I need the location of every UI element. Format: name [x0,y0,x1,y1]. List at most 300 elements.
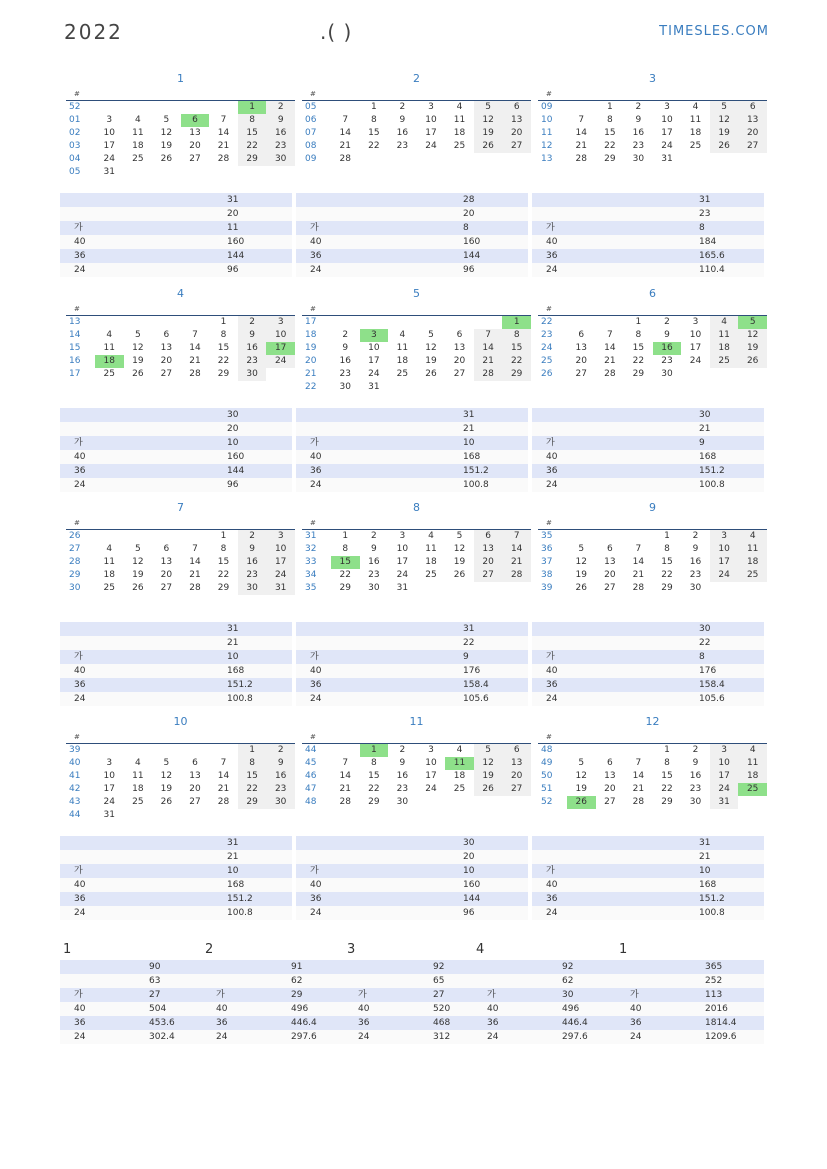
calendar-day[interactable]: 6 [738,101,767,114]
calendar-day[interactable]: 12 [132,343,144,353]
calendar-day[interactable]: 10 [103,128,115,138]
calendar-day[interactable]: 4 [428,531,434,541]
calendar-day[interactable]: 1 [238,101,267,114]
calendar-day[interactable]: 23 [266,140,295,153]
calendar-day[interactable]: 17 [103,784,115,794]
calendar-day[interactable]: 22 [661,570,673,580]
calendar-day[interactable]: 10 [266,543,295,556]
calendar-day[interactable]: 29 [339,583,351,593]
calendar-day[interactable]: 8 [238,114,267,127]
calendar-day[interactable]: 22 [238,140,267,153]
calendar-day[interactable]: 1 [502,316,531,329]
calendar-day[interactable]: 24 [425,784,437,794]
calendar-day[interactable]: 18 [738,770,767,783]
calendar-day[interactable]: 2 [399,102,406,112]
calendar-day[interactable]: 28 [474,368,503,381]
calendar-day[interactable]: 12 [474,757,503,770]
calendar-day[interactable]: 29 [368,797,380,807]
calendar-day[interactable]: 13 [604,771,616,781]
calendar-day[interactable]: 23 [266,783,295,796]
calendar-day[interactable]: 4 [134,115,141,125]
calendar-day[interactable]: 15 [632,343,645,353]
calendar-day[interactable]: 22 [632,356,645,366]
calendar-day[interactable]: 15 [368,128,380,138]
calendar-day[interactable]: 27 [160,369,173,379]
calendar-day[interactable]: 20 [575,356,587,366]
calendar-day[interactable]: 20 [604,784,616,794]
calendar-day[interactable]: 27 [189,154,201,164]
calendar-day[interactable]: 28 [632,797,645,807]
calendar-day[interactable]: 16 [266,770,295,783]
calendar-day[interactable]: 6 [606,544,613,554]
calendar-day[interactable]: 9 [266,757,295,770]
calendar-day[interactable]: 21 [339,141,351,151]
calendar-day[interactable]: 3 [399,531,406,541]
calendar-day[interactable]: 26 [425,369,437,379]
calendar-day[interactable]: 25 [132,154,144,164]
calendar-day[interactable]: 7 [635,544,642,554]
calendar-day[interactable]: 22 [217,570,230,580]
calendar-day[interactable]: 28 [502,569,531,582]
calendar-day[interactable]: 6 [163,330,170,340]
calendar-day[interactable]: 30 [368,583,380,593]
calendar-day[interactable]: 3 [710,530,739,543]
calendar-day[interactable]: 11 [425,544,437,554]
calendar-day[interactable]: 26 [567,796,596,809]
calendar-day[interactable]: 13 [160,557,173,567]
calendar-day[interactable]: 8 [635,330,642,340]
calendar-day[interactable]: 6 [181,114,210,127]
calendar-day[interactable]: 9 [399,115,406,125]
calendar-day[interactable]: 1 [664,745,670,755]
calendar-day[interactable]: 16 [396,771,409,781]
calendar-day[interactable]: 17 [710,770,739,783]
calendar-day[interactable]: 28 [632,583,645,593]
calendar-day[interactable]: 23 [238,355,267,368]
calendar-day[interactable]: 22 [604,141,616,151]
calendar-day[interactable]: 5 [163,115,170,125]
calendar-day[interactable]: 24 [661,141,673,151]
calendar-day[interactable]: 25 [710,355,739,368]
calendar-day[interactable]: 22 [661,784,673,794]
calendar-day[interactable]: 7 [474,329,503,342]
calendar-day[interactable]: 6 [502,744,531,757]
calendar-day[interactable]: 7 [220,115,227,125]
calendar-day[interactable]: 11 [132,128,144,138]
calendar-day[interactable]: 13 [738,114,767,127]
calendar-day[interactable]: 10 [396,544,409,554]
calendar-day[interactable]: 20 [502,770,531,783]
calendar-day[interactable]: 8 [502,329,531,342]
calendar-day[interactable]: 7 [342,758,349,768]
calendar-day[interactable]: 5 [163,758,170,768]
calendar-day[interactable]: 20 [604,570,616,580]
calendar-day[interactable]: 29 [661,583,673,593]
calendar-day[interactable]: 9 [370,544,377,554]
calendar-day[interactable]: 25 [103,369,115,379]
calendar-day[interactable]: 18 [396,356,409,366]
calendar-day[interactable]: 1 [664,531,670,541]
calendar-day[interactable]: 31 [103,167,115,177]
calendar-day[interactable]: 15 [331,556,360,569]
calendar-day[interactable]: 24 [368,369,380,379]
calendar-day[interactable]: 14 [217,128,230,138]
calendar-day[interactable]: 15 [238,770,267,783]
calendar-day[interactable]: 5 [578,758,585,768]
calendar-day[interactable]: 3 [360,329,389,342]
calendar-day[interactable]: 17 [689,343,702,353]
calendar-day[interactable]: 25 [453,141,466,151]
calendar-day[interactable]: 1 [635,317,642,327]
calendar-day[interactable]: 19 [575,784,587,794]
calendar-day[interactable]: 26 [132,369,144,379]
calendar-day[interactable]: 16 [238,342,267,355]
calendar-day[interactable]: 27 [502,783,531,796]
calendar-day[interactable]: 12 [575,771,587,781]
calendar-day[interactable]: 3 [106,758,113,768]
calendar-day[interactable]: 19 [160,784,173,794]
calendar-day[interactable]: 30 [396,797,409,807]
calendar-day[interactable]: 27 [502,140,531,153]
calendar-day[interactable]: 26 [575,583,587,593]
calendar-day[interactable]: 20 [189,784,201,794]
calendar-day[interactable]: 3 [710,744,739,757]
calendar-day[interactable]: 7 [606,330,613,340]
calendar-day[interactable]: 20 [502,127,531,140]
calendar-day[interactable]: 29 [661,797,673,807]
calendar-day[interactable]: 17 [425,771,437,781]
calendar-day[interactable]: 5 [474,101,503,114]
calendar-day[interactable]: 11 [103,343,115,353]
calendar-day[interactable]: 14 [502,543,531,556]
calendar-day[interactable]: 16 [238,556,267,569]
calendar-day[interactable]: 11 [738,757,767,770]
calendar-day[interactable]: 2 [370,531,377,541]
calendar-day[interactable]: 12 [738,329,767,342]
calendar-day[interactable]: 11 [396,343,409,353]
calendar-day[interactable]: 31 [396,583,409,593]
calendar-day[interactable]: 7 [578,115,585,125]
calendar-day[interactable]: 19 [132,356,144,366]
calendar-day[interactable]: 28 [189,369,201,379]
calendar-day[interactable]: 31 [266,582,295,595]
calendar-day[interactable]: 21 [632,784,645,794]
calendar-day[interactable]: 26 [474,783,503,796]
calendar-day[interactable]: 22 [368,784,380,794]
calendar-day[interactable]: 26 [160,797,173,807]
calendar-day[interactable]: 16 [632,128,645,138]
calendar-day[interactable]: 18 [95,355,124,368]
calendar-day[interactable]: 12 [710,114,739,127]
calendar-day[interactable]: 23 [396,784,409,794]
calendar-day[interactable]: 8 [370,758,377,768]
calendar-day[interactable]: 13 [189,128,201,138]
calendar-day[interactable]: 28 [217,797,230,807]
calendar-day[interactable]: 9 [399,758,406,768]
calendar-day[interactable]: 8 [342,544,349,554]
calendar-day[interactable]: 4 [106,330,113,340]
calendar-day[interactable]: 1 [238,744,267,757]
calendar-day[interactable]: 9 [635,115,642,125]
calendar-day[interactable]: 17 [266,556,295,569]
calendar-day[interactable]: 20 [160,356,173,366]
calendar-day[interactable]: 8 [238,757,267,770]
calendar-day[interactable]: 21 [604,356,616,366]
calendar-day[interactable]: 26 [474,140,503,153]
calendar-day[interactable]: 26 [710,140,739,153]
calendar-day[interactable]: 19 [738,342,767,355]
calendar-day[interactable]: 3 [106,115,113,125]
calendar-day[interactable]: 22 [368,141,380,151]
calendar-day[interactable]: 20 [189,141,201,151]
calendar-day[interactable]: 10 [710,757,739,770]
calendar-day[interactable]: 17 [103,141,115,151]
calendar-day[interactable]: 27 [604,797,616,807]
calendar-day[interactable]: 5 [134,330,141,340]
calendar-day[interactable]: 30 [689,583,702,593]
calendar-day[interactable]: 22 [238,783,267,796]
calendar-day[interactable]: 30 [266,796,295,809]
calendar-day[interactable]: 29 [217,369,230,379]
calendar-day[interactable]: 22 [217,356,230,366]
calendar-day[interactable]: 13 [604,557,616,567]
calendar-day[interactable]: 28 [339,154,351,164]
calendar-day[interactable]: 1 [370,102,377,112]
calendar-day[interactable]: 15 [238,127,267,140]
calendar-day[interactable]: 5 [474,744,503,757]
calendar-day[interactable]: 24 [266,355,295,368]
calendar-day[interactable]: 7 [220,758,227,768]
calendar-day[interactable]: 25 [132,797,144,807]
calendar-day[interactable]: 10 [689,330,702,340]
calendar-day[interactable]: 5 [456,531,463,541]
calendar-day[interactable]: 9 [342,343,349,353]
calendar-day[interactable]: 9 [692,544,699,554]
calendar-day[interactable]: 18 [453,128,466,138]
calendar-day[interactable]: 18 [710,342,739,355]
calendar-day[interactable]: 21 [632,570,645,580]
calendar-day[interactable]: 23 [689,570,702,580]
calendar-day[interactable]: 5 [738,316,767,329]
calendar-day[interactable]: 14 [632,557,645,567]
calendar-day[interactable]: 8 [664,758,670,768]
calendar-day[interactable]: 16 [653,342,682,355]
calendar-day[interactable]: 12 [132,557,144,567]
calendar-day[interactable]: 18 [103,570,115,580]
calendar-day[interactable]: 8 [220,544,227,554]
calendar-day[interactable]: 3 [428,745,434,755]
calendar-day[interactable]: 6 [474,530,503,543]
calendar-day[interactable]: 25 [425,570,437,580]
calendar-day[interactable]: 28 [575,154,587,164]
calendar-day[interactable]: 13 [474,543,503,556]
calendar-day[interactable]: 18 [453,771,466,781]
calendar-day[interactable]: 24 [689,356,702,366]
calendar-day[interactable]: 17 [368,356,380,366]
calendar-day[interactable]: 11 [738,543,767,556]
calendar-day[interactable]: 3 [664,102,670,112]
calendar-day[interactable]: 10 [266,329,295,342]
calendar-day[interactable]: 24 [103,797,115,807]
calendar-day[interactable]: 20 [474,556,503,569]
calendar-day[interactable]: 31 [103,810,115,820]
calendar-day[interactable]: 23 [661,356,673,366]
calendar-day[interactable]: 7 [192,544,198,554]
calendar-day[interactable]: 29 [238,796,267,809]
calendar-day[interactable]: 15 [217,557,230,567]
calendar-day[interactable]: 14 [474,342,503,355]
calendar-day[interactable]: 13 [160,343,173,353]
calendar-day[interactable]: 8 [220,330,227,340]
calendar-day[interactable]: 25 [103,583,115,593]
calendar-day[interactable]: 20 [453,356,466,366]
calendar-day[interactable]: 29 [217,583,230,593]
calendar-day[interactable]: 13 [502,114,531,127]
calendar-day[interactable]: 17 [266,342,295,355]
calendar-day[interactable]: 27 [474,569,503,582]
calendar-day[interactable]: 5 [710,101,739,114]
calendar-day[interactable]: 14 [632,771,645,781]
calendar-day[interactable]: 24 [710,783,739,796]
calendar-day[interactable]: 2 [266,744,295,757]
calendar-day[interactable]: 27 [189,797,201,807]
calendar-day[interactable]: 13 [502,757,531,770]
calendar-day[interactable]: 23 [632,141,645,151]
calendar-day[interactable]: 21 [217,784,230,794]
calendar-day[interactable]: 22 [339,570,351,580]
calendar-day[interactable]: 12 [575,557,587,567]
calendar-day[interactable]: 28 [217,154,230,164]
calendar-day[interactable]: 26 [132,583,144,593]
calendar-day[interactable]: 25 [396,369,409,379]
calendar-day[interactable]: 24 [396,570,409,580]
calendar-day[interactable]: 27 [604,583,616,593]
calendar-day[interactable]: 30 [238,368,267,381]
calendar-day[interactable]: 16 [368,557,380,567]
calendar-day[interactable]: 6 [578,330,585,340]
calendar-day[interactable]: 19 [425,356,437,366]
calendar-day[interactable]: 9 [692,758,699,768]
calendar-day[interactable]: 10 [710,543,739,556]
calendar-day[interactable]: 6 [606,758,613,768]
calendar-day[interactable]: 2 [635,102,642,112]
calendar-day[interactable]: 7 [192,330,198,340]
calendar-day[interactable]: 9 [664,330,670,340]
calendar-day[interactable]: 4 [456,745,463,755]
calendar-day[interactable]: 14 [217,771,230,781]
calendar-day[interactable]: 15 [661,557,673,567]
calendar-day[interactable]: 11 [710,329,739,342]
calendar-day[interactable]: 21 [217,141,230,151]
calendar-day[interactable]: 19 [453,557,466,567]
calendar-day[interactable]: 1 [342,531,349,541]
calendar-day[interactable]: 13 [453,343,466,353]
calendar-day[interactable]: 7 [342,115,349,125]
calendar-day[interactable]: 24 [425,141,437,151]
calendar-day[interactable]: 8 [370,115,377,125]
calendar-day[interactable]: 20 [738,127,767,140]
calendar-day[interactable]: 27 [160,583,173,593]
calendar-day[interactable]: 17 [661,128,673,138]
calendar-day[interactable]: 28 [604,369,616,379]
calendar-day[interactable]: 7 [635,758,642,768]
calendar-day[interactable]: 30 [339,382,351,392]
calendar-day[interactable]: 19 [710,127,739,140]
calendar-day[interactable]: 4 [134,758,141,768]
calendar-day[interactable]: 18 [132,784,144,794]
calendar-day[interactable]: 4 [692,102,699,112]
calendar-day[interactable]: 5 [428,330,434,340]
calendar-day[interactable]: 10 [425,115,437,125]
calendar-day[interactable]: 19 [132,570,144,580]
calendar-day[interactable]: 11 [689,115,702,125]
calendar-day[interactable]: 16 [266,127,295,140]
calendar-day[interactable]: 11 [453,115,466,125]
calendar-day[interactable]: 24 [266,569,295,582]
calendar-day[interactable]: 29 [604,154,616,164]
calendar-day[interactable]: 7 [502,530,531,543]
calendar-day[interactable]: 14 [189,343,201,353]
calendar-day[interactable]: 12 [474,114,503,127]
calendar-day[interactable]: 14 [339,128,351,138]
calendar-day[interactable]: 23 [368,570,380,580]
calendar-day[interactable]: 29 [238,153,267,166]
calendar-day[interactable]: 31 [710,796,739,809]
calendar-day[interactable]: 16 [689,771,702,781]
calendar-day[interactable]: 17 [710,556,739,569]
calendar-day[interactable]: 21 [339,784,351,794]
calendar-day[interactable]: 9 [238,329,267,342]
calendar-day[interactable]: 2 [266,101,295,114]
calendar-day[interactable]: 30 [689,797,702,807]
calendar-day[interactable]: 17 [396,557,409,567]
calendar-day[interactable]: 3 [692,317,699,327]
calendar-day[interactable]: 4 [738,744,767,757]
calendar-day[interactable]: 19 [474,770,503,783]
calendar-day[interactable]: 18 [689,128,702,138]
calendar-day[interactable]: 11 [445,757,474,770]
calendar-day[interactable]: 25 [689,141,702,151]
calendar-day[interactable]: 10 [661,115,673,125]
calendar-day[interactable]: 30 [238,582,267,595]
calendar-day[interactable]: 4 [106,544,113,554]
calendar-day[interactable]: 2 [692,531,699,541]
calendar-day[interactable]: 15 [368,771,380,781]
calendar-day[interactable]: 26 [453,570,466,580]
calendar-day[interactable]: 1 [606,102,613,112]
calendar-day[interactable]: 8 [606,115,613,125]
calendar-day[interactable]: 31 [368,382,380,392]
calendar-day[interactable]: 16 [396,128,409,138]
calendar-day[interactable]: 15 [217,343,230,353]
calendar-day[interactable]: 26 [160,154,173,164]
calendar-day[interactable]: 12 [160,128,173,138]
calendar-day[interactable]: 30 [266,153,295,166]
calendar-day[interactable]: 29 [502,368,531,381]
calendar-day[interactable]: 26 [738,355,767,368]
calendar-day[interactable]: 3 [266,316,295,329]
calendar-day[interactable]: 3 [266,530,295,543]
calendar-day[interactable]: 31 [661,154,673,164]
calendar-day[interactable]: 16 [689,557,702,567]
calendar-day[interactable]: 8 [664,544,670,554]
calendar-day[interactable]: 10 [425,758,437,768]
calendar-day[interactable]: 19 [160,141,173,151]
calendar-day[interactable]: 17 [425,128,437,138]
calendar-day[interactable]: 11 [103,557,115,567]
calendar-day[interactable]: 10 [103,771,115,781]
calendar-day[interactable]: 6 [192,758,198,768]
